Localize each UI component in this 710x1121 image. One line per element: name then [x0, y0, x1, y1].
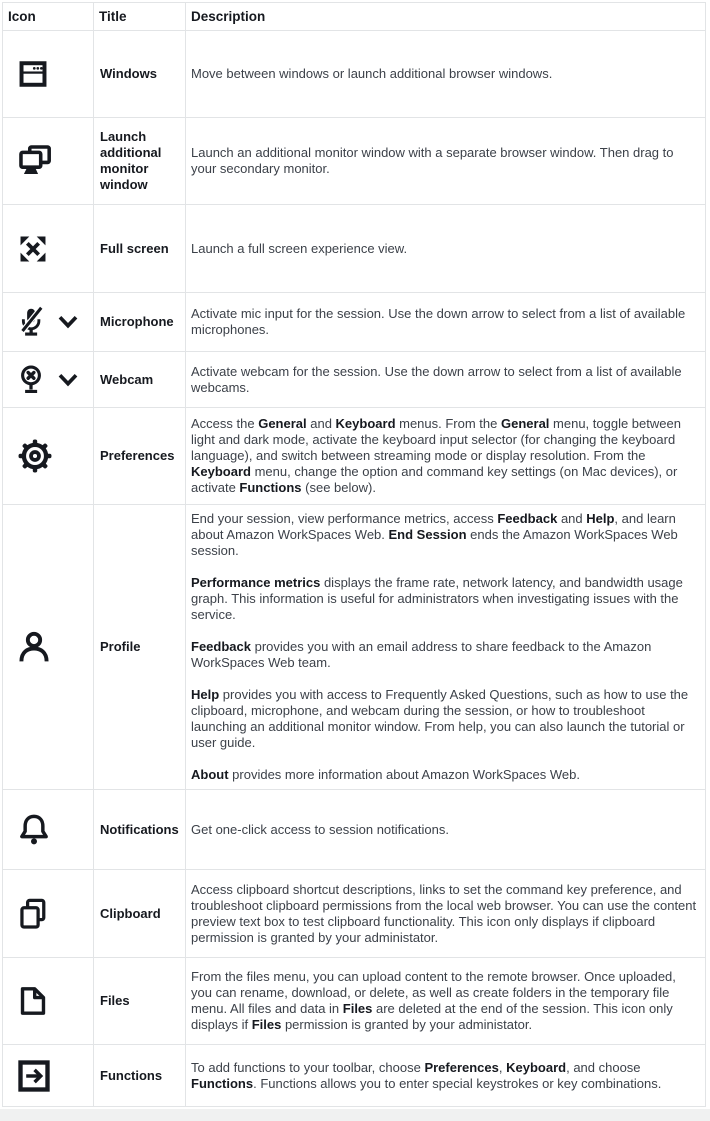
fullscreen-icon [16, 232, 50, 266]
column-header-description: Description [186, 3, 706, 31]
description-paragraph: End your session, view performance metrics, access Feedback and Help, and learn about Amazon WorkSpaces Web. End Session ends the Amazon WorkSpaces Web session. [191, 511, 678, 558]
chevron-down-icon [55, 367, 81, 393]
notifications-bell-icon [16, 811, 52, 849]
row-description [186, 118, 706, 205]
description-paragraph: Access the General and Keyboard menus. From the General menu, toggle between light and dark mode, activate the keyboard input selector (for changing the keyboard language), and switch between streaming mode or display resolution. From the Keyboard menu, change the option and command key settings (on Mac devices), or activate Functions (see below). [191, 416, 681, 495]
profile-icon [16, 628, 52, 666]
icon-group [16, 1058, 89, 1094]
description-paragraph: Activate webcam for the session. Use the down arrow to select from a list of available webcams. [191, 363, 682, 395]
icon-group [16, 437, 89, 475]
toolbar-icons-table [2, 2, 706, 1107]
description-paragraph: Move between windows or launch additional browser windows. [191, 66, 553, 81]
row-description [186, 505, 706, 790]
icon-cell [3, 958, 94, 1045]
description-paragraph: About provides more information about Amazon WorkSpaces Web. [191, 767, 580, 782]
page-bottom-band [0, 1109, 710, 1121]
icon-cell [3, 408, 94, 505]
icon-cell [3, 118, 94, 205]
windows-icon [16, 57, 50, 91]
row-description [186, 205, 706, 293]
row-description [186, 1045, 706, 1107]
table-row [3, 205, 706, 293]
icon-cell [3, 31, 94, 118]
clipboard-icon [16, 896, 50, 932]
description-paragraph: To add functions to your toolbar, choose Preferences, Keyboard, and choose Functions. Functions allows you to enter special keystrokes or key combinations. [191, 1059, 662, 1091]
icon-cell [3, 205, 94, 293]
row-description [186, 408, 706, 505]
column-header-icon: Icon [3, 3, 94, 31]
preferences-gear-icon [16, 437, 54, 475]
documentation-page [0, 2, 710, 1121]
description-paragraph: Performance metrics displays the frame rate, network latency, and bandwidth usage graph. This information is useful for administrators when investigating issues with the service. [191, 575, 683, 622]
row-description [186, 958, 706, 1045]
description-paragraph: Get one-click access to session notifications. [191, 821, 449, 837]
launch-additional-monitor-icon [16, 143, 54, 180]
table-row [3, 293, 706, 352]
row-description [186, 31, 706, 118]
row-description [186, 870, 706, 958]
table-row [3, 1045, 706, 1107]
functions-icon [16, 1058, 52, 1094]
icon-cell [3, 790, 94, 870]
table-row [3, 790, 706, 870]
table-row [3, 31, 706, 118]
icon-cell [3, 352, 94, 408]
row-title: Clipboard [94, 870, 186, 958]
webcam-muted-icon [16, 363, 46, 397]
row-description [186, 293, 706, 352]
icon-group [16, 983, 89, 1019]
table-row [3, 870, 706, 958]
row-title: Launch additional monitor window [94, 118, 186, 205]
icon-group [16, 143, 89, 180]
icon-cell [3, 505, 94, 790]
icon-group [16, 305, 89, 339]
files-icon [16, 983, 50, 1019]
icon-group [16, 811, 89, 849]
chevron-down-icon [55, 309, 81, 335]
microphone-muted-icon [16, 305, 46, 339]
table-row [3, 408, 706, 505]
row-description [186, 790, 706, 870]
description-paragraph: Activate mic input for the session. Use the down arrow to select from a list of available microphones. [191, 306, 686, 337]
row-title: Notifications [94, 790, 186, 870]
icon-cell [3, 1045, 94, 1107]
icon-group [16, 363, 89, 397]
row-title: Windows [94, 31, 186, 118]
column-header-title: Title [94, 3, 186, 31]
table-row [3, 958, 706, 1045]
row-title: Profile [94, 505, 186, 790]
header-row [3, 3, 706, 31]
row-title: Files [94, 958, 186, 1045]
description-paragraph: Launch a full screen experience view. [191, 240, 408, 256]
icon-cell [3, 293, 94, 352]
icon-group [16, 57, 89, 91]
icon-group [16, 628, 89, 666]
icon-cell [3, 870, 94, 958]
row-title: Microphone [94, 293, 186, 352]
description-paragraph: Feedback provides you with an email address to share feedback to the Amazon WorkSpaces Web team. [191, 639, 652, 670]
table-row [3, 505, 706, 790]
description-paragraph: Access clipboard shortcut descriptions, links to set the command key preference, and troubleshoot clipboard permissions from the local web browser. You can use the content preview text box to test clipboard functionality. This icon only displays if clipboard permission is granted by your administator. [191, 881, 697, 945]
row-title: Functions [94, 1045, 186, 1107]
table-row [3, 118, 706, 205]
description-paragraph: From the files menu, you can upload content to the remote browser. Once uploaded, you can rename, download, or delete, as well as create folders in the temporary file menu. All files and data in Files are deleted at the end of the session. This icon only displays if Files permission is granted by your administator. [191, 969, 676, 1032]
row-title: Preferences [94, 408, 186, 505]
table-row [3, 352, 706, 408]
icon-group [16, 232, 89, 266]
description-paragraph: Help provides you with access to Frequently Asked Questions, such as how to use the clipboard, microphone, and webcam during the session, or how to troubleshoot launching an additional monitor window. From help, you can also launch the tutorial or user guide. [191, 687, 689, 750]
row-description [186, 352, 706, 408]
icon-group [16, 896, 89, 932]
row-title: Webcam [94, 352, 186, 408]
description-paragraph: Launch an additional monitor window with a separate browser window. Then drag to your secondary monitor. [191, 145, 674, 176]
row-title: Full screen [94, 205, 186, 293]
